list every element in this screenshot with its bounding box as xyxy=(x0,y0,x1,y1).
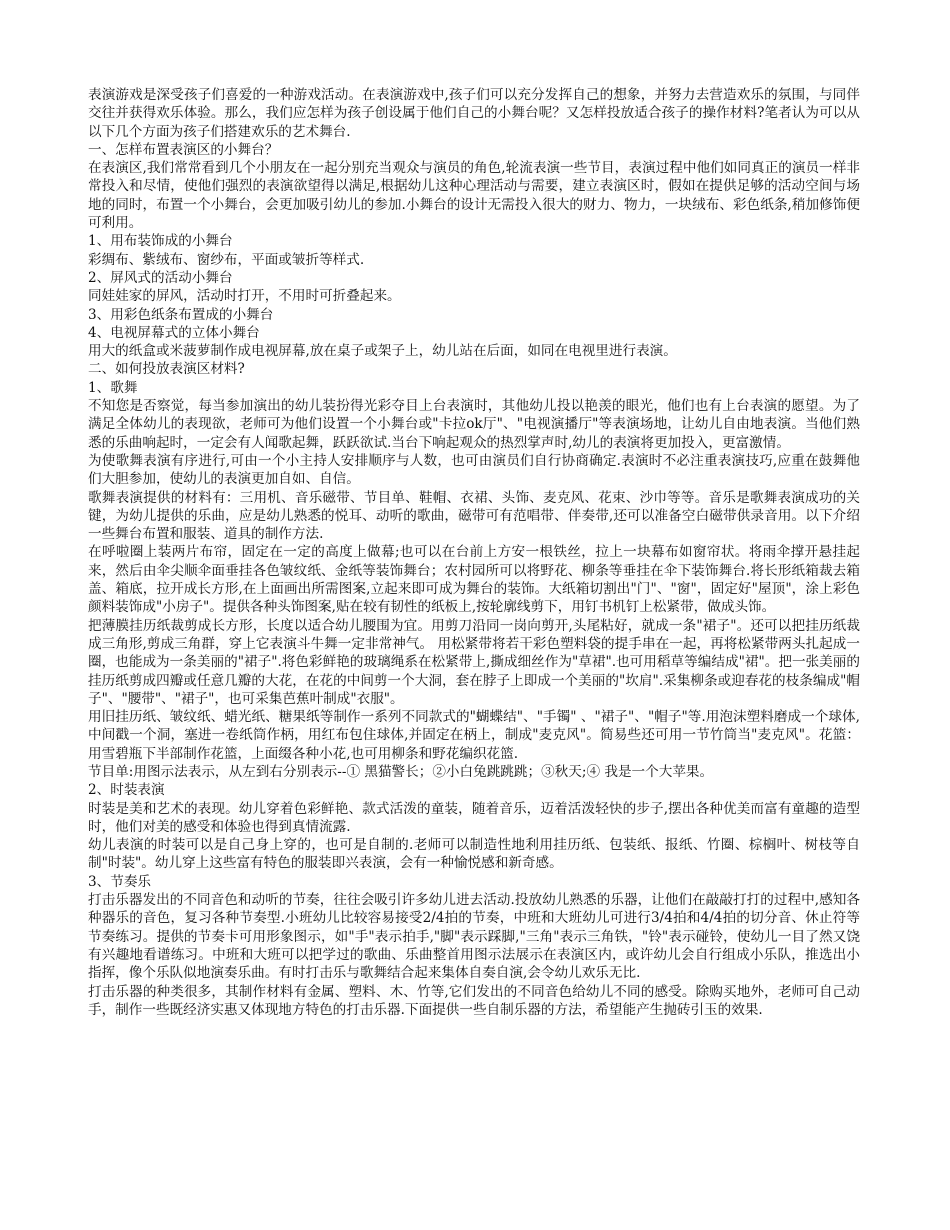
paragraph: 打击乐器的种类很多，其制作材料有金属、塑料、木、竹等,它们发出的不同音色给幼儿不同的感受。除购买地外，老师可自己动手，制作一些既经济实惠又体现地方特色的打击乐器.下面提供一些自制乐器的方法，希望能产生抛砖引玉的效果. xyxy=(88,983,860,1018)
document-body xyxy=(88,86,860,1019)
paragraph: 时装是美和艺术的表现。幼儿穿着色彩鲜艳、款式活泼的童装，随着音乐，迈着活泼轻快的步子,摆出各种优美而富有童趣的造型时，他们对美的感受和体验也得到真情流露. xyxy=(88,800,860,835)
subheading: 1、歌舞 xyxy=(88,379,138,396)
section-heading-2: 二、如何投放表演区材料? xyxy=(88,361,245,378)
paragraph: 把薄膜挂历纸裁剪成长方形，长度以适合幼儿腰围为宜。用剪刀沿同一岗向剪开,头尾粘好，就成一条"裙子"。还可以把挂历纸裁成三角形,剪成三角群，穿上它表演斗牛舞一定非常神气。 用松紧带将若干彩色塑料袋的提手串在一起，再将松紧带两头扎起成一圈，也能成为一条美丽的"裙子".将色彩鲜艳的玻璃绳系在松紧带上,撕成细丝作为"草裙".也可用稻草等编结成"裙"。把一张美丽的挂历纸剪成四瓣或任意几瓣的大花，在花的中间剪一个大洞，套在脖子上即成一个美丽的"坎肩".采集柳条或迎春花的枝条编成"帽子"、"腰带"、"裙子"，也可采集芭蕉叶制成"衣服"。 xyxy=(88,617,860,707)
paragraph: 用大的纸盒或米菠萝制作成电视屏幕,放在桌子或架子上，幼儿站在后面，如同在电视里进行表演。 xyxy=(88,343,677,360)
subheading: 3、节奏乐 xyxy=(88,873,152,890)
subheading: 3、用彩色纸条布置成的小舞台 xyxy=(88,306,274,323)
subheading: 2、屏风式的活动小舞台 xyxy=(88,269,233,286)
paragraph: 彩绸布、紫绒布、窗纱布，平面或皱折等样式. xyxy=(88,251,365,268)
subheading: 2、时装表演 xyxy=(88,782,165,799)
paragraph: 同娃娃家的屏风，活动时打开，不用时可折叠起来。 xyxy=(88,288,401,305)
intro-paragraph: 表演游戏是深受孩子们喜爱的一种游戏活动。在表演游戏中,孩子们可以充分发挥自己的想象，并努力去营造欢乐的氛围，与同伴交往并获得欢乐体验。那么，我们应怎样为孩子创设属于他们自己的小舞台呢？又怎样投放适合孩子的操作材料?笔者认为可以从以下几个方面为孩子们搭建欢乐的艺术舞台. xyxy=(88,87,860,140)
paragraph: 为使歌舞表演有序进行,可由一个小主持人安排顺序与人数，也可由演员们自行协商确定.表演时不必注重表演技巧,应重在鼓舞他们大胆参加，使幼儿的表演更加自如、自信。 xyxy=(88,452,860,488)
paragraph: 在表演区,我们常常看到几个小朋友在一起分别充当观众与演员的角色,轮流表演一些节目，表演过程中他们如同真正的演员一样非常投入和尽情，使他们强烈的表演欲望得以满足,根据幼儿这种心理活动与需要，建立表演区时，假如在提供足够的活动空间与场地的同时，布置一个小舞台，会更加吸引幼儿的参加.小舞台的设计无需投入很大的财力、物力，一块绒布、彩色纸条,稍加修饰便可利用。 xyxy=(88,160,860,232)
paragraph: 不知您是否察觉，每当参加演出的幼儿装扮得光彩夺目上台表演时，其他幼儿投以艳羡的眼光，他们也有上台表演的愿望。为了满足全体幼儿的表现欲，老师可为他们设置一个小舞台或"卡拉ok厅"、"电视演播厅"等表演场地，让幼儿自由地表演。当他们熟悉的乐曲响起时，一定会有人闻歌起舞，跃跃欲试.当台下响起观众的热烈掌声时,幼儿的表演将更加投入，更富激情。 xyxy=(88,398,860,451)
section-heading-1: 一、怎样布置表演区的小舞台？ xyxy=(88,141,279,158)
paragraph: 幼儿表演的时装可以是自己身上穿的，也可是自制的.老师可以制造性地利用挂历纸、包装纸、报纸、竹圈、棕榈叶、树枝等自制"时装"。幼儿穿上这些富有特色的服装即兴表演，会有一种愉悦感和新奇感。 xyxy=(88,837,860,872)
paragraph: 用旧挂历纸、皱纹纸、蜡光纸、糖果纸等制作一系列不同款式的"蝴蝶结"、"手镯" 、"裙子"、"帽子"等.用泡沫塑料磨成一个球体,中间戳一个洞，塞进一卷纸筒作柄，用红布包住球体,并固定在柄上，制成"麦克风"。简易些还可用一节竹筒当"麦克风"。花篮：用雪碧瓶下半部制作花篮，上面缀各种小花,也可用柳条和野花编织花篮. xyxy=(88,709,860,762)
paragraph: 在呼啦圈上装两片布帘，固定在一定的高度上做幕;也可以在台前上方安一根铁丝，拉上一块幕布如窗帘状。将雨伞撑开悬挂起来，然后由伞尖顺伞面垂挂各色皱纹纸、金纸等装饰舞台；农村园所可以将野花、柳条等垂挂在伞下装饰舞台.将长形纸箱裁去箱盖、箱底，拉开成长方形,在上面画出所需图案,立起来即可成为舞台的装饰。大纸箱切割出"门"、"窗"，固定好"屋顶"，涂上彩色颜料装饰成"小房子"。提供各种头饰图案,贴在较有韧性的纸板上,按轮廓线剪下，用钉书机钉上松紧带，做成头饰。 xyxy=(88,544,860,616)
paragraph: 歌舞表演提供的材料有：三用机、音乐磁带、节目单、鞋帽、衣裙、头饰、麦克风、花束、沙巾等等。音乐是歌舞表演成功的关键，为幼儿提供的乐曲，应是幼儿熟悉的悦耳、动听的歌曲，磁带可有范唱带、伴奏带,还可以准备空白磁带供录音用。以下介绍一些舞台布置和服装、道具的制作方法. xyxy=(88,489,860,543)
subheading: 1、用布装饰成的小舞台 xyxy=(88,233,233,250)
paragraph: 节目单:用图示法表示，从左到右分别表示--① 黑猫警长；②小白兔跳跳跳；③秋天;④ 我是一个大苹果。 xyxy=(88,763,714,780)
paragraph: 打击乐器发出的不同音色和动听的节奏，往往会吸引许多幼儿进去活动.投放幼儿熟悉的乐器，让他们在敲敲打打的过程中,感知各种器乐的音色，复习各种节奏型.小班幼儿比较容易接受2/4拍的节奏，中班和大班幼儿可进行3/4拍和4/4拍的切分音、休止符等节奏练习。提供的节奏卡可用形象图示，如"手"表示拍手,"脚"表示踩脚,"三角"表示三角铁，"铃"表示碰铃，使幼儿一目了然又饶有兴趣地看谱练习。中班和大班可以把学过的歌曲、乐曲整首用图示法展示在表演区内，或许幼儿会自行组成小乐队，推选出小指挥，像个乐队似地演奏乐曲。有时打击乐与歌舞结合起来集体自奏自演,会令幼儿欢乐无比. xyxy=(88,892,860,982)
subheading: 4、电视屏幕式的立体小舞台 xyxy=(88,324,260,341)
